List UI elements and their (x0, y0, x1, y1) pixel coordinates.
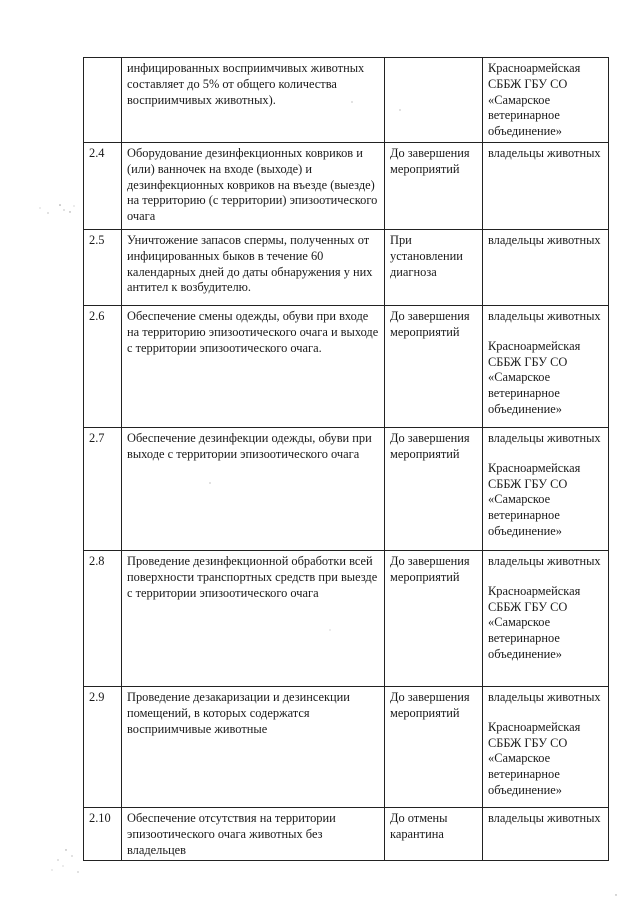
row-responsible (483, 550, 609, 686)
row-responsible (483, 427, 609, 550)
row-action: Проведение дезакаризации и дезинсекции помещений, в которых содержатся восприимчивые животные (122, 686, 385, 807)
table-row (84, 427, 609, 550)
row-responsible (483, 142, 609, 229)
row-term: До отмены карантина (385, 807, 483, 860)
responsible-text: Красноармейская СББЖ ГБУ СО «Самарское ветеринарное объединение» (488, 61, 581, 139)
row-action: Обеспечение смены одежды, обуви при входе на территорию эпизоотического очага и выходе с территории эпизоотического очага. (122, 305, 385, 427)
row-number (84, 58, 122, 143)
row-number: 2.6 (84, 305, 122, 427)
table-row (84, 305, 609, 427)
responsible-text: Красноармейская СББЖ ГБУ СО «Самарское ветеринарное объединение» (488, 583, 581, 661)
table-row (84, 58, 609, 143)
row-number: 2.5 (84, 229, 122, 305)
row-term: До завершения мероприятий (385, 550, 483, 686)
table-row (84, 686, 609, 807)
measures-table (83, 57, 609, 861)
row-number: 2.8 (84, 550, 122, 686)
row-term: До завершения мероприятий (385, 305, 483, 427)
table-row (84, 550, 609, 686)
row-number: 2.7 (84, 427, 122, 550)
row-action: Проведение дезинфекционной обработки всей поверхности транспортных средств при выезде с территории эпизоотического очага (122, 550, 385, 686)
row-term: До завершения мероприятий (385, 142, 483, 229)
row-action: Оборудование дезинфекционных ковриков и (или) ванночек на входе (выходе) и дезинфекционных ковриков на въезде (выезде) на территорию (с территории) эпизоотического очага (122, 142, 385, 229)
row-term: До завершения мероприятий (385, 427, 483, 550)
responsible-text: Красноармейская СББЖ ГБУ СО «Самарское ветеринарное объединение» (488, 719, 581, 797)
responsible-text: владельцы животных (488, 308, 601, 323)
row-responsible (483, 58, 609, 143)
table-row (84, 142, 609, 229)
responsible-text: владельцы животных (488, 689, 601, 704)
row-responsible (483, 229, 609, 305)
row-action: Обеспечение отсутствия на территории эпизоотического очага животных без владельцев (122, 807, 385, 860)
responsible-text: владельцы животных (488, 810, 601, 825)
table-row (84, 229, 609, 305)
row-number: 2.4 (84, 142, 122, 229)
row-term: До завершения мероприятий (385, 686, 483, 807)
responsible-text: Красноармейская СББЖ ГБУ СО «Самарское ветеринарное объединение» (488, 338, 581, 416)
row-responsible (483, 807, 609, 860)
row-action: Обеспечение дезинфекции одежды, обуви при выходе с территории эпизоотического очага (122, 427, 385, 550)
row-responsible (483, 686, 609, 807)
row-action: Уничтожение запасов спермы, полученных от инфицированных быков в течение 60 календарных дней до даты обнаружения у них антител к возбудителю. (122, 229, 385, 305)
responsible-text: владельцы животных (488, 553, 601, 568)
table-body (84, 58, 609, 861)
responsible-text: владельцы животных (488, 430, 601, 445)
row-number: 2.10 (84, 807, 122, 860)
row-term: При установлении диагноза (385, 229, 483, 305)
row-responsible (483, 305, 609, 427)
responsible-text: владельцы животных (488, 145, 601, 160)
row-term (385, 58, 483, 143)
responsible-text: Красноармейская СББЖ ГБУ СО «Самарское ветеринарное объединение» (488, 460, 581, 538)
responsible-text: владельцы животных (488, 232, 601, 247)
row-action: инфицированных восприимчивых животных составляет до 5% от общего количества восприимчивых животных). (122, 58, 385, 143)
table-row (84, 807, 609, 860)
row-number: 2.9 (84, 686, 122, 807)
